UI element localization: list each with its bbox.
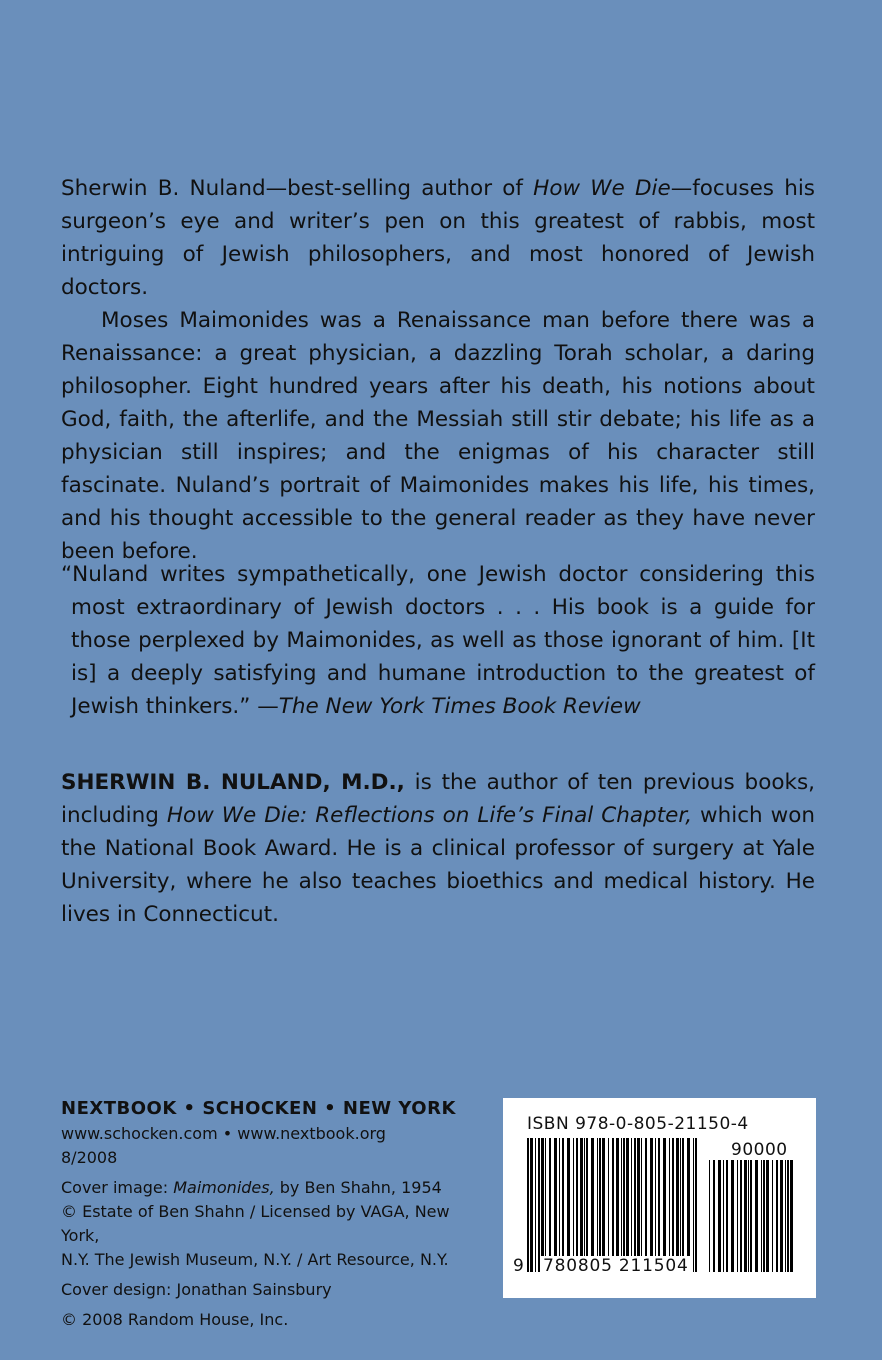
barcode-bar (726, 1160, 728, 1272)
publication-date: 8/2008 (61, 1148, 118, 1167)
barcode-bar (740, 1160, 742, 1272)
publisher-imprint: NEXTBOOK • SCHOCKEN • NEW YORK (61, 1098, 456, 1119)
barcode-bar (718, 1160, 721, 1272)
previous-book-title: How We Die: Reflections on Life’s Final Chapter, (166, 803, 693, 828)
barcode-bar (631, 1138, 632, 1272)
barcode-bar (755, 1160, 758, 1272)
barcode-bar (761, 1160, 762, 1272)
barcode-bar (623, 1138, 625, 1272)
publisher-websites: www.schocken.com • www.nextbook.org (61, 1124, 386, 1143)
barcode-bar (602, 1138, 605, 1272)
barcode-bar (744, 1160, 747, 1272)
price-code: 90000 (731, 1140, 788, 1160)
barcode-bar (535, 1138, 536, 1272)
barcode-bar (693, 1138, 694, 1272)
barcode-bar (663, 1138, 666, 1272)
barcode-bar (780, 1160, 783, 1272)
barcode-bar (559, 1138, 560, 1272)
barcode-bar (637, 1138, 640, 1272)
barcode-bar (591, 1138, 594, 1272)
review-quote: “Nuland writes sympathetically, one Jewish doctor considering this most extraordinary of Jewish doctors . . . His book is a guide for those perplexed by Maimonides, as well as those ignorant of him. [It is] a deeply satisfying and humane introduction to the greatest of Jewish thinkers.” —The New York Times Book Review (61, 562, 815, 719)
barcode-bar (763, 1160, 765, 1272)
barcode-bar (672, 1138, 674, 1272)
barcode-bar (750, 1160, 752, 1272)
art-copyright-line-2: N.Y. The Jewish Museum, N.Y. / Art Resource, N.Y. (61, 1250, 449, 1269)
barcode-bar (709, 1160, 710, 1272)
barcode-bar (541, 1138, 544, 1272)
barcode-bar (682, 1138, 684, 1272)
barcode-bar (776, 1160, 778, 1272)
barcode-bar (549, 1138, 551, 1272)
barcode-bar (584, 1138, 585, 1272)
barcode-digits: 780805 211504 (543, 1256, 689, 1276)
barcode-bar (545, 1138, 546, 1272)
barcode-bar (573, 1138, 574, 1272)
barcode-bar (527, 1138, 529, 1272)
barcode-bar (597, 1138, 598, 1272)
barcode-bar (680, 1138, 681, 1272)
barcode-bar (731, 1160, 734, 1272)
publisher-credits (61, 1096, 491, 1332)
author-name: SHERWIN B. NULAND, M.D., (61, 770, 405, 795)
barcode-bar (785, 1160, 786, 1272)
barcode-bar (787, 1160, 789, 1272)
barcode-bar (567, 1138, 570, 1272)
barcode-lead-digit: 9 (513, 1256, 524, 1276)
quote-source: The New York Times Book Review (278, 694, 641, 719)
book-title-reference: How We Die (533, 176, 671, 201)
cover-design-credit: Cover design: Jonathan Sainsbury (61, 1280, 332, 1299)
barcode-bar (612, 1138, 614, 1272)
barcode-bar (790, 1160, 793, 1272)
barcode-bar (576, 1138, 578, 1272)
barcode-bar (772, 1160, 773, 1272)
addon-barcode (709, 1160, 795, 1272)
barcode-bar (621, 1138, 622, 1272)
barcode-bar (554, 1138, 557, 1272)
barcode-bar (695, 1138, 697, 1272)
barcode-bar (713, 1160, 715, 1272)
barcode-bar (616, 1138, 619, 1272)
barcode-bar (748, 1160, 749, 1272)
barcode-bar (687, 1138, 690, 1272)
isbn-barcode (527, 1138, 699, 1272)
barcode-bar (634, 1138, 636, 1272)
barcode-bar (737, 1160, 738, 1272)
art-copyright-line-1: © Estate of Ben Shahn / Licensed by VAGA, New York, (61, 1202, 450, 1245)
barcode-bar (538, 1138, 540, 1272)
barcode-bar (562, 1138, 564, 1272)
cover-image-credit: Cover image: Maimonides, by Ben Shahn, 1954 (61, 1178, 442, 1197)
barcode-bar (655, 1138, 656, 1272)
isbn-number: ISBN 978-0-805-21150-4 (527, 1114, 749, 1134)
author-bio: SHERWIN B. NULAND, M.D., is the author of ten previous books, including How We Die: Reflections on Life’s Final Chapter, which won the National Book Award. He is a clinical professor of surgery at Yale University, where he also teaches bioethics and medical history. He lives in Connecticut. (61, 770, 815, 927)
barcode-bar (650, 1138, 653, 1272)
barcode-bar (580, 1138, 583, 1272)
barcode-bar (676, 1138, 679, 1272)
barcode-bar (723, 1160, 724, 1272)
barcode-bar (608, 1138, 609, 1272)
barcode-bar (658, 1138, 660, 1272)
barcode-bar (645, 1138, 647, 1272)
barcode-bar (626, 1138, 629, 1272)
barcode-bar (766, 1160, 769, 1272)
barcode-bar (530, 1138, 533, 1272)
description-paragraph-2: Moses Maimonides was a Renaissance man before there was a Renaissance: a great physician, a dazzling Torah scholar, a daring philosopher. Eight hundred years after his death, his notions about God, faith, the afterlife, and the Messiah still stir debate; his life as a physician still inspires; and the enigmas of his character still fascinate. Nuland’s portrait of Maimonides makes his life, his times, and his thought accessible to the general reader as they have never been before. (61, 308, 815, 564)
barcode-box (503, 1098, 816, 1298)
barcode-bar (586, 1138, 588, 1272)
copyright-notice: © 2008 Random House, Inc. (61, 1310, 289, 1329)
barcode-bar (641, 1138, 642, 1272)
barcode-bar (599, 1138, 601, 1272)
barcode-bar (669, 1138, 670, 1272)
description-paragraph-1: Sherwin B. Nuland—best-selling author of How We Die—focuses his surgeon’s eye and writer’s pen on this greatest of rabbis, most intriguing of Jewish philosophers, and most honored of Jewish doctors. (61, 176, 815, 300)
book-description (61, 172, 815, 568)
